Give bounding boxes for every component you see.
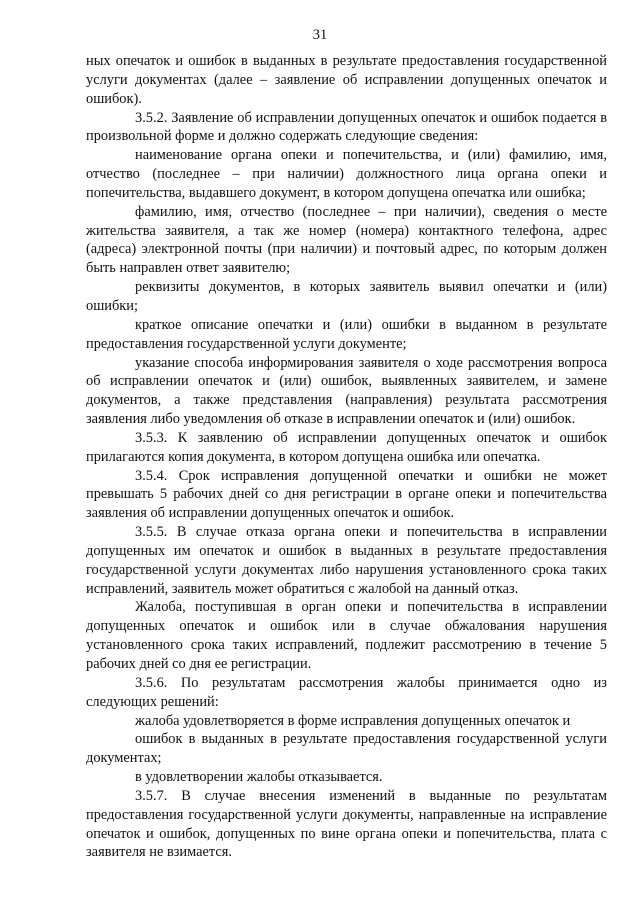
- paragraph-complaint: Жалоба, поступившая в орган опеки и попечительства в исправлении допущенных опечаток и ошибок или в случае обжалования нарушения установленного срока таких исправлений, подлежит рассмотрению в течение 5 рабочих дней со дня ее регистрации.: [86, 599, 607, 672]
- list-item-notification-method: указание способа информирования заявителя о ходе рассмотрения вопроса об исправлении опечаток и (или) ошибок, выявленных заявителем, и замене документов, а также представления (направления) результата рассмотрения заявления либо уведомления об отказе в исправлении опечаток и (или) ошибок.: [86, 354, 607, 428]
- list-item-authority-name: наименование органа опеки и попечительства, и (или) фамилию, имя, отчество (последнее – при наличии) должностного лица органа опеки и попечительства, выдавшего документ, в котором допущена опечатка или ошибка;: [86, 147, 607, 201]
- paragraph-3-5-7: 3.5.7. В случае внесения изменений в выданные по результатам предоставления государственной услуги документы, направленные на исправление опечаток и ошибок, допущенных по вине органа опеки и попечительства, плата с заявителя не взимается.: [86, 787, 607, 861]
- decision-item-rejected: в удовлетворении жалобы отказывается.: [135, 769, 383, 786]
- document-body: [86, 52, 607, 862]
- decision-item-satisfied: жалоба удовлетворяется в форме исправления допущенных опечаток и: [135, 712, 571, 729]
- paragraph-3-5-2: 3.5.2. Заявление об исправлении допущенных опечаток и ошибок подается в произвольной форме и должно содержать следующие сведения:: [86, 109, 607, 145]
- paragraph-3-5-4: 3.5.4. Срок исправления допущенной опечатки и ошибки не может превышать 5 рабочих дней со дня регистрации в органе опеки и попечительства заявления об исправлении допущенных опечаток и ошибок.: [86, 467, 607, 522]
- paragraph-3-5-6: 3.5.6. По результатам рассмотрения жалобы принимается одно из следующих решений:: [86, 674, 607, 710]
- list-item-applicant-details: фамилию, имя, отчество (последнее – при наличии), сведения о месте жительства заявителя, а так же номер (номера) контактного телефона, адрес (адреса) электронной почты (при наличии) и почтовый адрес, по которым должен быть направлен ответ заявителю;: [86, 203, 607, 277]
- page-number: 31: [312, 27, 328, 43]
- paragraph-continuation: ных опечаток и ошибок в выданных в результате предоставления государственной услуги документах (далее – заявление об исправлении допущенных опечаток и ошибок).: [86, 53, 607, 107]
- decision-item-satisfied-continued: ошибок в выданных в результате предоставления государственной услуги документах;: [86, 731, 607, 767]
- paragraph-3-5-5: 3.5.5. В случае отказа органа опеки и попечительства в исправлении допущенных им опечаток и ошибок в выданных в результате предоставления государственной услуги документах либо нарушения установленного срока таких исправлений, заявитель может обратиться с жалобой на данный отказ.: [86, 524, 607, 597]
- list-item-error-description: краткое описание опечатки и (или) ошибки в выданном в результате предоставления государственной услуги документе;: [86, 316, 607, 352]
- paragraph-3-5-3: 3.5.3. К заявлению об исправлении допущенных опечаток и ошибок прилагаются копия документа, в котором допущена ошибка или опечатка.: [86, 429, 607, 465]
- list-item-document-requisites: реквизиты документов, в которых заявитель выявил опечатки и (или) ошибки;: [86, 279, 607, 314]
